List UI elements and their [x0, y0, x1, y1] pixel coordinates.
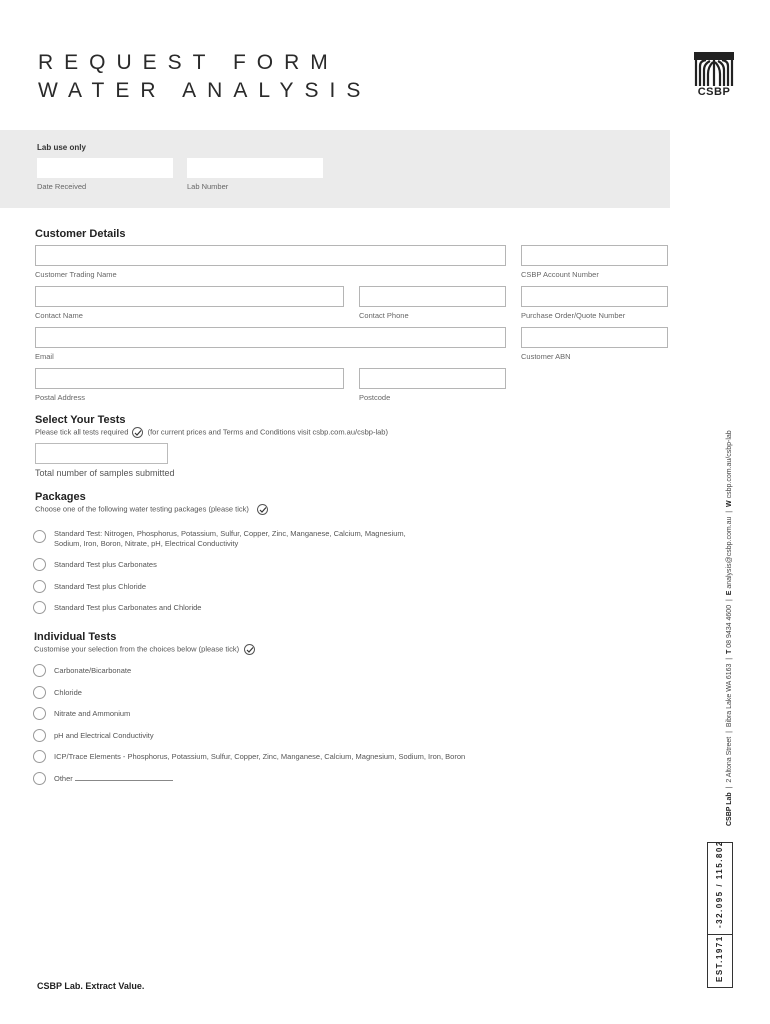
individual-option-ph: pH and Electrical Conductivity [54, 731, 154, 740]
tests-instruction-text: Please tick all tests required [35, 427, 129, 437]
csbp-account-number-field[interactable] [521, 245, 668, 266]
email-label: Email [35, 352, 54, 361]
side-address: 2 Altona Street [726, 736, 733, 783]
date-received-label: Date Received [37, 182, 87, 191]
customer-details-heading: Customer Details [35, 228, 126, 240]
contact-phone-field[interactable] [359, 286, 506, 307]
individual-tests-instruction [34, 644, 257, 655]
packages-instruction [35, 504, 270, 515]
tests-instruction-link-text: (for current prices and Terms and Conditions visit csbp.com.au/csbp-lab) [147, 427, 388, 437]
lab-number-label: Lab Number [187, 182, 229, 191]
individual-radio-carbonate[interactable] [33, 664, 46, 677]
individual-option-nitrate: Nitrate and Ammonium [54, 709, 131, 718]
individual-option-carbonate: Carbonate/Bicarbonate [54, 666, 132, 675]
individual-radio-icp[interactable] [33, 750, 46, 763]
package-option-standard-line1: Standard Test: Nitrogen, Phosphorus, Potassium, Sulfur, Copper, Zinc, Manganese, Calcium, Magnesium, [54, 529, 406, 538]
individual-tests-instruction-text: Customise your selection from the choices below (please tick) [34, 644, 240, 654]
side-email-label: E [726, 590, 733, 596]
postal-address-field[interactable] [35, 368, 344, 389]
email-field[interactable] [35, 327, 506, 348]
side-web-label: W [726, 500, 733, 507]
individual-radio-chloride[interactable] [33, 686, 46, 699]
select-tests-heading: Select Your Tests [35, 414, 126, 426]
customer-trading-name-field[interactable] [35, 245, 506, 266]
postal-address-label: Postal Address [35, 393, 86, 402]
side-web: csbp.com.au/csbp-lab [726, 430, 733, 499]
est-coordinates: -32.095 / 115.802 [715, 840, 724, 928]
packages-instruction-text: Choose one of the following water testing packages (please tick) [35, 504, 249, 514]
est-year: EST.1971 [715, 935, 724, 982]
csbp-logo-icon [694, 52, 734, 86]
individual-option-chloride: Chloride [54, 688, 82, 697]
package-option-carbonates-chloride: Standard Test plus Carbonates and Chloride [54, 603, 202, 612]
individual-radio-nitrate[interactable] [33, 707, 46, 720]
side-phone: 08 9434 4600 [726, 604, 733, 648]
date-received-field[interactable] [37, 158, 173, 178]
customer-trading-name-label: Customer Trading Name [35, 270, 117, 279]
package-option-standard [54, 529, 406, 549]
total-samples-field[interactable] [35, 443, 168, 464]
customer-abn-field[interactable] [521, 327, 668, 348]
purchase-order-label: Purchase Order/Quote Number [521, 311, 626, 320]
side-phone-label: T [726, 649, 733, 654]
package-radio-carbonates[interactable] [33, 558, 46, 571]
packages-heading: Packages [35, 491, 86, 503]
tick-icon [132, 427, 143, 438]
package-option-carbonates: Standard Test plus Carbonates [54, 560, 157, 569]
package-radio-standard[interactable] [33, 530, 46, 543]
individual-option-icp: ICP/Trace Elements - Phosphorus, Potassium, Sulfur, Copper, Zinc, Manganese, Calcium, Magnesium, Sodium, Iron, Boron [54, 752, 466, 761]
individual-option-other-label: Other [54, 774, 73, 783]
form-title-line1: REQUEST FORM [38, 51, 339, 74]
contact-name-label: Contact Name [35, 311, 83, 320]
side-suburb: Bibra Lake WA 6163 [726, 663, 733, 728]
package-radio-chloride[interactable] [33, 580, 46, 593]
package-option-standard-line2: Sodium, Iron, Boron, Nitrate, pH, Electrical Conductivity [54, 539, 239, 548]
side-brand: CSBP Lab [726, 792, 733, 826]
package-option-chloride: Standard Test plus Chloride [54, 582, 146, 591]
individual-tests-heading: Individual Tests [34, 631, 117, 643]
tick-icon [257, 504, 268, 515]
total-samples-label: Total number of samples submitted [35, 468, 175, 478]
tests-instruction [35, 427, 388, 438]
individual-option-other [54, 774, 173, 784]
other-input-line[interactable] [75, 774, 173, 781]
customer-abn-label: Customer ABN [521, 352, 571, 361]
csbp-logo-text: CSBP [697, 86, 731, 98]
individual-radio-other[interactable] [33, 772, 46, 785]
side-contact-text: CSBP Lab | 2 Altona Street | Bibra Lake WA 6163 | T 08 9434 4600 | E analysis@csbp.com.au | W csbp.com.au/csbp-lab [726, 430, 733, 826]
side-email: analysis@csbp.com.au [726, 516, 733, 589]
csbp-account-number-label: CSBP Account Number [521, 270, 599, 279]
contact-phone-label: Contact Phone [359, 311, 409, 320]
form-title-line2: WATER ANALYSIS [38, 79, 372, 102]
individual-radio-ph[interactable] [33, 729, 46, 742]
purchase-order-field[interactable] [521, 286, 668, 307]
footer-tagline: CSBP Lab. Extract Value. [37, 981, 145, 991]
postcode-field[interactable] [359, 368, 506, 389]
postcode-label: Postcode [359, 393, 391, 402]
package-radio-carbonates-chloride[interactable] [33, 601, 46, 614]
contact-name-field[interactable] [35, 286, 344, 307]
lab-number-field[interactable] [187, 158, 323, 178]
lab-use-title: Lab use only [37, 143, 86, 152]
tick-icon [244, 644, 255, 655]
